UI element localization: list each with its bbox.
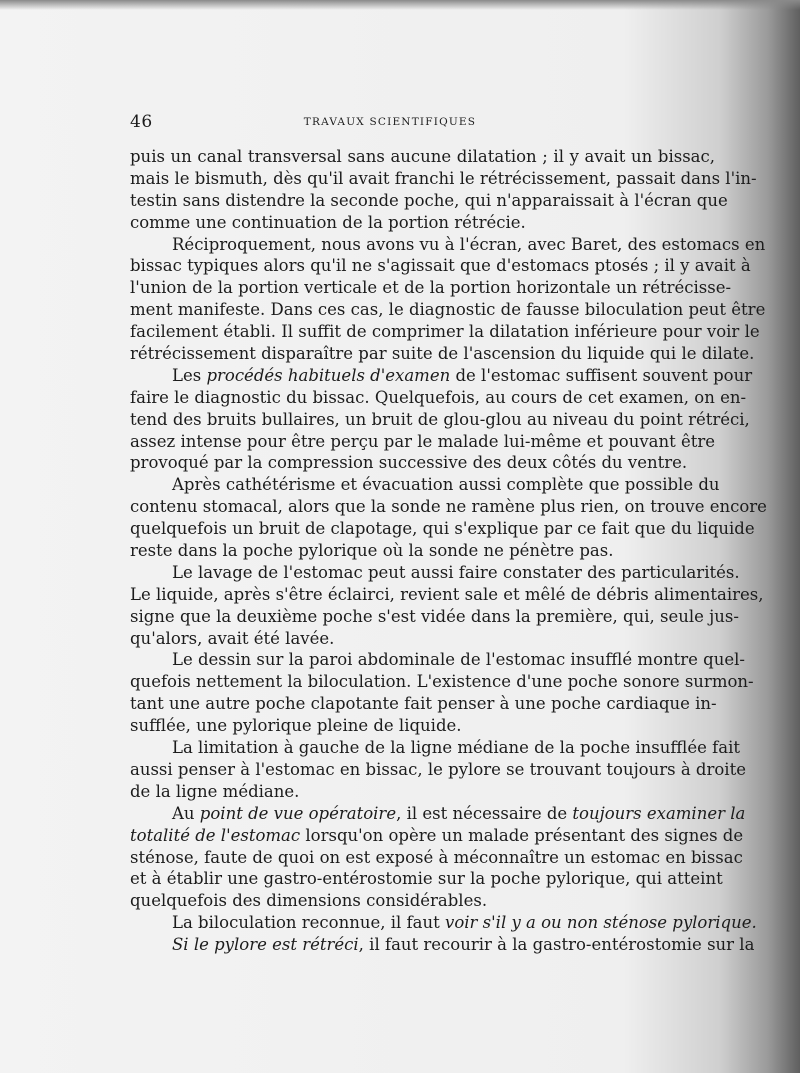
text-line: Le dessin sur la paroi abdominale de l'estomac insufflé montre quel-: [172, 650, 745, 670]
text-line: qu'alors, avait été lavée.: [130, 628, 335, 648]
text-line: de la ligne médiane.: [130, 781, 300, 801]
text-line: mais le bismuth, dès qu'il avait franchi le rétrécissement, passait dans l'in-: [130, 168, 757, 188]
italic-phrase: procédés habituels d'examen: [206, 365, 451, 385]
text-line: [130, 912, 757, 934]
text-line: reste dans la poche pylorique où la sonde ne pénètre pas.: [130, 541, 614, 561]
italic-phrase: toujours examiner la: [572, 803, 746, 823]
text-line: tend des bruits bullaires, un bruit de glou-glou au niveau du point rétréci,: [130, 409, 750, 429]
text-run: lorsqu'on opère un malade présentant des signes de: [300, 825, 744, 845]
text-line: quefois nettement la biloculation. L'existence d'une poche sonore surmon-: [130, 672, 754, 692]
text-line: Le lavage de l'estomac peut aussi faire constater des particularités.: [172, 562, 740, 582]
text-line: contenu stomacal, alors que la sonde ne ramène plus rien, on trouve encore: [130, 497, 767, 517]
text-line: [130, 803, 746, 825]
text-line: Après cathétérisme et évacuation aussi complète que possible du: [172, 475, 720, 495]
text-line: La limitation à gauche de la ligne médiane de la poche insufflée fait: [172, 738, 741, 758]
text-line: sténose, faute de quoi on est exposé à méconnaître un estomac en bissac: [130, 847, 743, 867]
text-line: provoqué par la compression successive des deux côtés du ventre.: [130, 453, 688, 473]
text-run: , il est nécessaire de: [396, 803, 573, 823]
text-run: La biloculation reconnue, il faut: [172, 913, 445, 933]
text-line: aussi penser à l'estomac en bissac, le pylore se trouvant toujours à droite: [130, 759, 746, 779]
text-line: tant une autre poche clapotante fait penser à une poche cardiaque in-: [130, 694, 717, 714]
italic-phrase: point de vue opératoire: [199, 803, 397, 823]
text-line: quelquefois un bruit de clapotage, qui s'explique par ce fait que du liquide: [130, 519, 755, 539]
body-text: [130, 146, 767, 956]
text-line: bissac typiques alors qu'il ne s'agissait que d'estomacs ptosés ; il y avait à: [130, 256, 751, 276]
text-line: comme une continuation de la portion rétrécie.: [130, 212, 526, 232]
text-line: ment manifeste. Dans ces cas, le diagnostic de fausse biloculation peut être: [130, 300, 766, 320]
page-number: 46: [130, 112, 153, 132]
text-run: Au: [172, 803, 200, 823]
text-line: [130, 825, 744, 847]
text-line: [130, 365, 753, 387]
text-line: assez intense pour être perçu par le malade lui-même et pouvant être: [130, 431, 716, 451]
text-run: , il faut recourir à la gastro-entérostomie sur la: [358, 935, 755, 955]
text-line: sufflée, une pylorique pleine de liquide.: [130, 716, 462, 736]
page-header: [130, 112, 715, 134]
text-line: faire le diagnostic du bissac. Quelquefois, au cours de cet examen, on en-: [130, 387, 747, 407]
running-title: TRAVAUX SCIENTIFIQUES: [303, 116, 477, 128]
text-line: testin sans distendre la seconde poche, qui n'apparaissait à l'écran que: [130, 190, 728, 210]
text-line: signe que la deuxième poche s'est vidée dans la première, qui, seule jus-: [130, 606, 739, 626]
text-run: Les: [172, 365, 207, 385]
text-line: Réciproquement, nous avons vu à l'écran, avec Baret, des estomacs en: [172, 234, 766, 254]
text-line: puis un canal transversal sans aucune dilatation ; il y avait un bissac,: [130, 147, 715, 166]
italic-phrase: voir s'il y a ou non sténose pylorique.: [445, 913, 757, 933]
scan-shadow: [0, 0, 800, 10]
text-line: Le liquide, après s'être éclairci, revient sale et mêlé de débris alimentaires,: [130, 584, 764, 604]
text-line: et à établir une gastro-entérostomie sur la poche pylorique, qui atteint: [130, 869, 723, 889]
text-line: quelquefois des dimensions considérables.: [130, 891, 488, 911]
text-line: l'union de la portion verticale et de la portion horizontale un rétrécisse-: [130, 278, 732, 298]
italic-phrase: totalité de l'estomac: [130, 825, 301, 845]
text-line: rétrécissement disparaître par suite de l'ascension du liquide qui le dilate.: [130, 344, 755, 364]
text-line: [130, 934, 755, 956]
text-line: facilement établi. Il suffit de comprimer la dilatation inférieure pour voir le: [130, 322, 760, 342]
italic-phrase: Si le pylore est rétréci: [172, 935, 359, 955]
text-run: de l'estomac suffisent souvent pour: [450, 365, 753, 385]
